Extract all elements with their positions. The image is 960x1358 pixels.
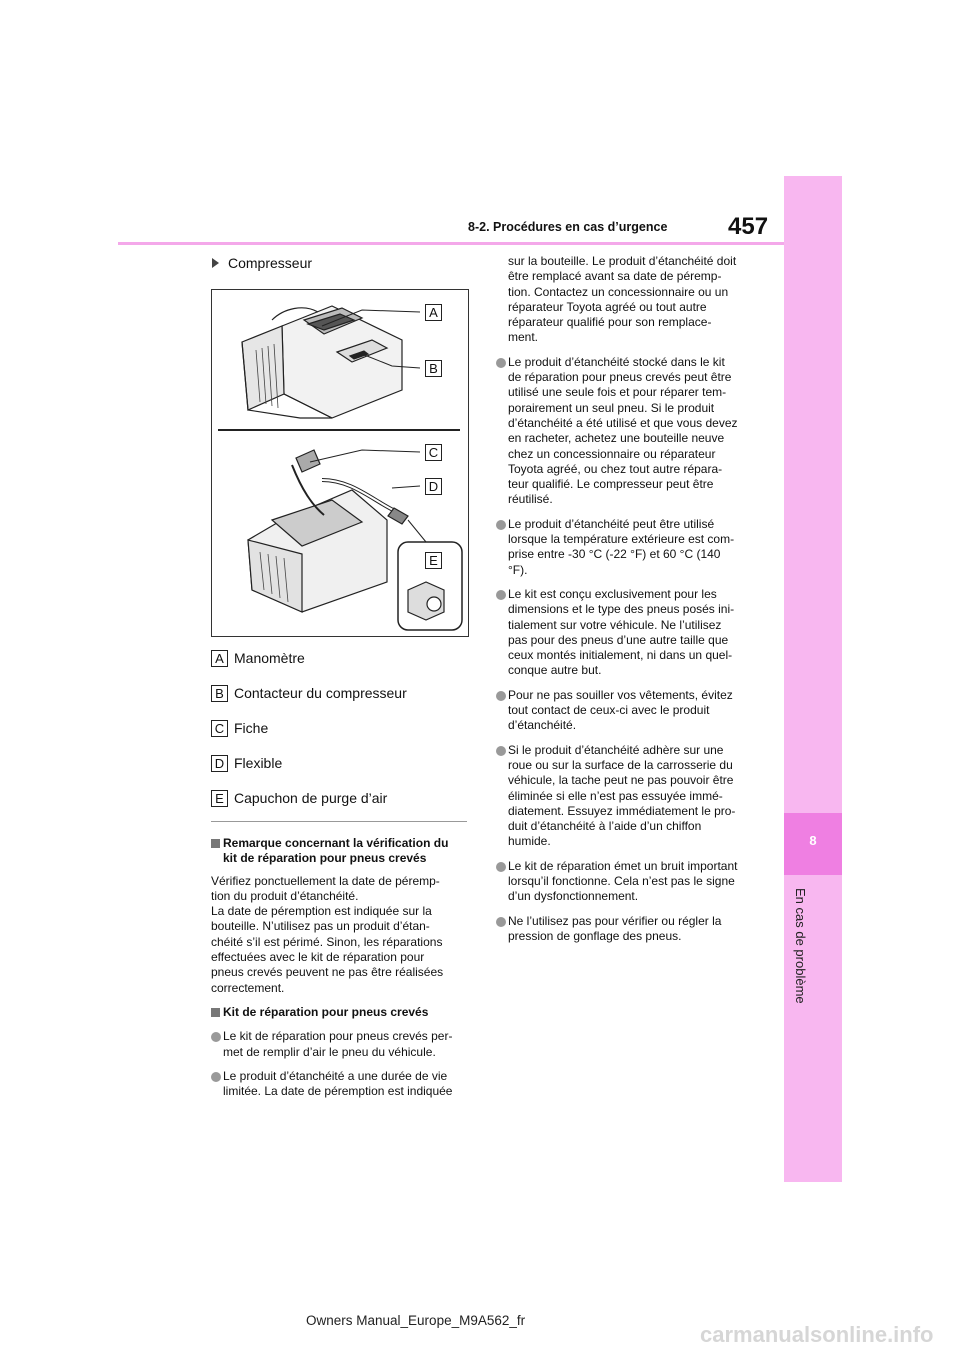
bullet-icon — [496, 862, 506, 872]
figure-label-b: B — [425, 360, 442, 377]
note-verification — [211, 836, 471, 1099]
note-title-line1: Remarque concernant la vérification du — [223, 836, 449, 850]
square-bullet-icon — [211, 1008, 220, 1017]
triangle-icon — [212, 258, 219, 268]
bullet-icon — [496, 746, 506, 756]
bullet-icon — [496, 520, 506, 530]
legend-item-c: C Fiche — [211, 720, 268, 737]
bullet-icon — [496, 691, 506, 701]
chapter-number: 8 — [809, 833, 817, 848]
chapter-title: En cas de problème — [793, 888, 808, 1004]
bullet-icon — [211, 1072, 221, 1082]
notes-divider — [211, 821, 467, 822]
bullet-icon — [496, 590, 506, 600]
compressor-heading: Compresseur — [212, 255, 312, 271]
list-item: Le produit d’étanchéité a une durée de vie limitée. La date de péremption est indiquée — [211, 1069, 471, 1100]
legend-item-e: E Capuchon de purge d’air — [211, 790, 387, 807]
legend-item-b: B Contacteur du compresseur — [211, 685, 407, 702]
legend-item-a: A Manomètre — [211, 650, 305, 667]
figure-label-d: D — [425, 478, 442, 495]
compressor-figure — [211, 289, 469, 637]
list-item: Ne l’utilisez pas pour vérifier ou régler la pression de gonflage des pneus. — [496, 914, 766, 945]
legend-item-d: D Flexible — [211, 755, 282, 772]
list-item: Le produit d’étanchéité peut être utilisé lorsque la température extérieure est com- prise entre -30 °C (-22 °F) et 60 °C (140 °F). — [496, 517, 766, 578]
square-bullet-icon — [211, 839, 220, 848]
header-rule — [118, 242, 784, 245]
watermark: carmanualsonline.info — [700, 1322, 934, 1347]
list-item: Le produit d’étanchéité stocké dans le kit de réparation pour pneus crevés peut être utilisé une seule fois et pour réparer tem- porairement un seul pneu. Si le produit d’étanchéité a été utilisé et que vous devez en racheter, achetez une bouteille neuve chez un concessionnaire ou réparateur Toyota agréé, ou chez tout autre répara- teur qualifié. Le compresseur peut être réutilisé. — [496, 355, 766, 508]
list-item: Si le produit d’étanchéité adhère sur une roue ou sur la surface de la carrosserie du véhicule, la tache peut ne pas pouvoir être éliminée si elle n’est pas essuyée immé- diatement. Essuyez immédiatement le pro- duit d’étanchéité à l’aide d’un chiffon humide. — [496, 743, 766, 850]
compressor-illustration — [212, 290, 468, 636]
list-item: Le kit de réparation émet un bruit important lorsqu’il fonctionne. Cela n’est pas le signe d’un dysfonctionnement. — [496, 859, 766, 905]
compressor-top-drawing — [242, 306, 402, 418]
figure-label-e: E — [425, 552, 442, 569]
bullet-icon — [496, 358, 506, 368]
note-body: Vérifiez ponctuellement la date de péremp- tion du produit d’étanchéité. La date de péremption est indiquée sur la bouteille. N’utilisez pas un produit d’étan- chéité s’il est périmé. Sinon, les réparations effectuées avec le kit de réparation pour pneus crevés peuvent ne pas être réalisées correctement. — [211, 873, 444, 995]
list-item: Le kit de réparation pour pneus crevés per- met de remplir d’air le pneu du véhicule. — [211, 1029, 471, 1060]
figure-label-c: C — [425, 444, 442, 461]
list-item: Le kit est conçu exclusivement pour les dimensions et le type des pneus posés ini- tialement sur votre véhicule. Ne l’utilisez pas pour des pneus d’une autre taille que ceux montés initialement, ni dans un quel- conque autre but. — [496, 587, 766, 679]
note-kit-title: Kit de réparation pour pneus crevés — [211, 1005, 471, 1020]
page-number: 457 — [728, 213, 769, 240]
figure-label-a: A — [425, 304, 442, 321]
right-column — [496, 254, 766, 944]
air-cap-drawing — [408, 582, 444, 620]
list-item: Pour ne pas souiller vos vêtements, évitez tout contact de ceux-ci avec le produit d’étanchéité. — [496, 688, 766, 734]
bullet-icon — [211, 1032, 221, 1042]
footer-doc-id: Owners Manual_Europe_M9A562_fr — [306, 1313, 526, 1328]
note-title-line2: kit de réparation pour pneus crevés — [223, 851, 427, 866]
chapter-title-vertical — [792, 888, 812, 1108]
compressor-bottom-drawing — [248, 450, 408, 612]
continuation-text: sur la bouteille. Le produit d’étanchéité doit être remplacé avant sa date de péremp- tion. Contactez un concessionnaire ou un réparateur Toyota agréé ou tout autre réparateur qualifié pour son remplace- ment. — [508, 254, 737, 345]
section-title: 8-2. Procédures en cas d’urgence — [468, 220, 668, 234]
bullet-icon — [496, 917, 506, 927]
